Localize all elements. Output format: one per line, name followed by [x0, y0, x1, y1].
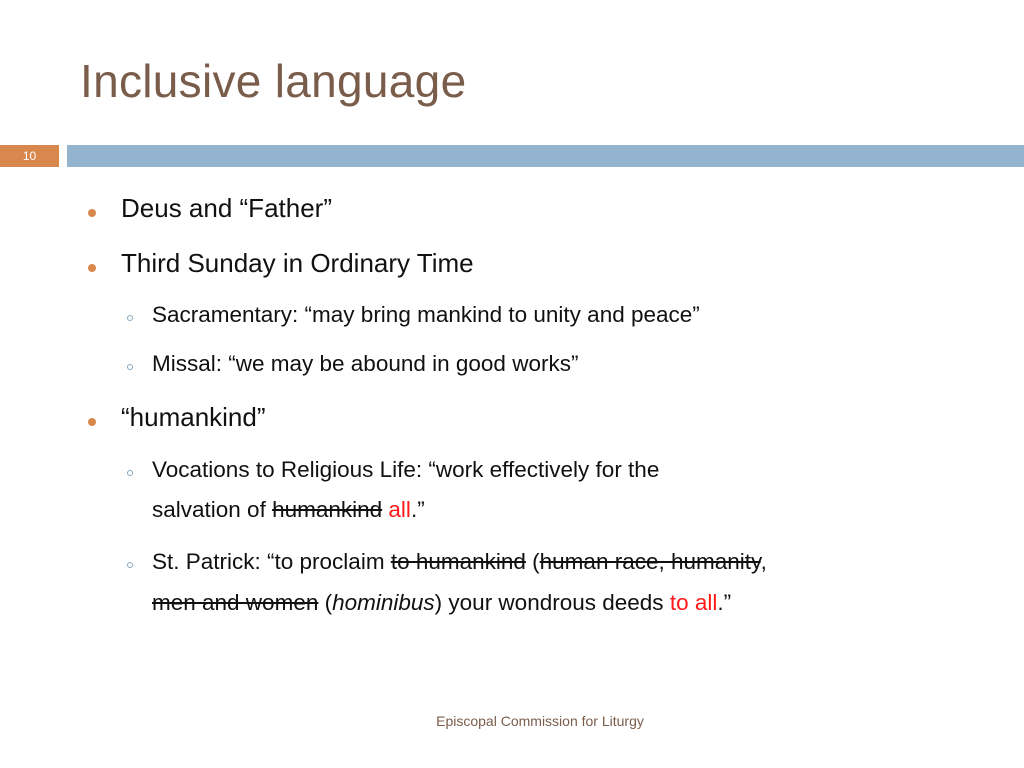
struck-text: men and women: [152, 590, 319, 615]
text-run: ,: [760, 549, 767, 574]
text-run: .”: [410, 497, 425, 522]
text-run: salvation of: [152, 497, 273, 522]
struck-text: human race, humanity: [539, 549, 761, 574]
sub-bullet-circle-icon: [127, 315, 133, 321]
text-run: (: [318, 590, 333, 615]
bullet-humankind: “humankind”: [121, 402, 266, 432]
sub-bullet-circle-icon: [127, 364, 133, 370]
sub-bullet-missal: Missal: “we may be abound in good works”: [152, 351, 579, 376]
sub-bullet-circle-icon: [127, 562, 133, 568]
replacement-text: all: [388, 497, 411, 522]
replacement-text: to all: [669, 590, 718, 615]
bullet-deus-father: Deus and “Father”: [121, 193, 332, 223]
text-run: .”: [717, 590, 732, 615]
bullet-dot-icon: [88, 264, 96, 272]
sub-bullet-vocations-line1: Vocations to Religious Life: “work effectively for the: [152, 457, 660, 482]
sub-bullet-sacramentary: Sacramentary: “may bring mankind to unity and peace”: [152, 302, 700, 327]
sub-bullet-circle-icon: [127, 470, 133, 476]
slide-footer: Episcopal Commission for Liturgy: [436, 713, 644, 729]
bullet-third-sunday: Third Sunday in Ordinary Time: [121, 248, 474, 278]
struck-text: to humankind: [390, 549, 526, 574]
text-run: (: [525, 549, 540, 574]
sub-bullet-patrick-line1: [152, 549, 767, 575]
sub-bullet-vocations-line2: [152, 497, 425, 523]
sub-bullet-patrick-line2: [152, 590, 731, 616]
bullet-dot-icon: [88, 418, 96, 426]
italic-text: hominibus: [332, 590, 435, 615]
bullet-dot-icon: [88, 209, 96, 217]
struck-text: humankind: [272, 497, 383, 522]
slide-number-badge: 10: [0, 145, 59, 167]
text-run: ) your wondrous deeds: [434, 590, 670, 615]
text-run: St. Patrick: “to proclaim: [152, 549, 391, 574]
slide-title: Inclusive language: [80, 55, 467, 107]
